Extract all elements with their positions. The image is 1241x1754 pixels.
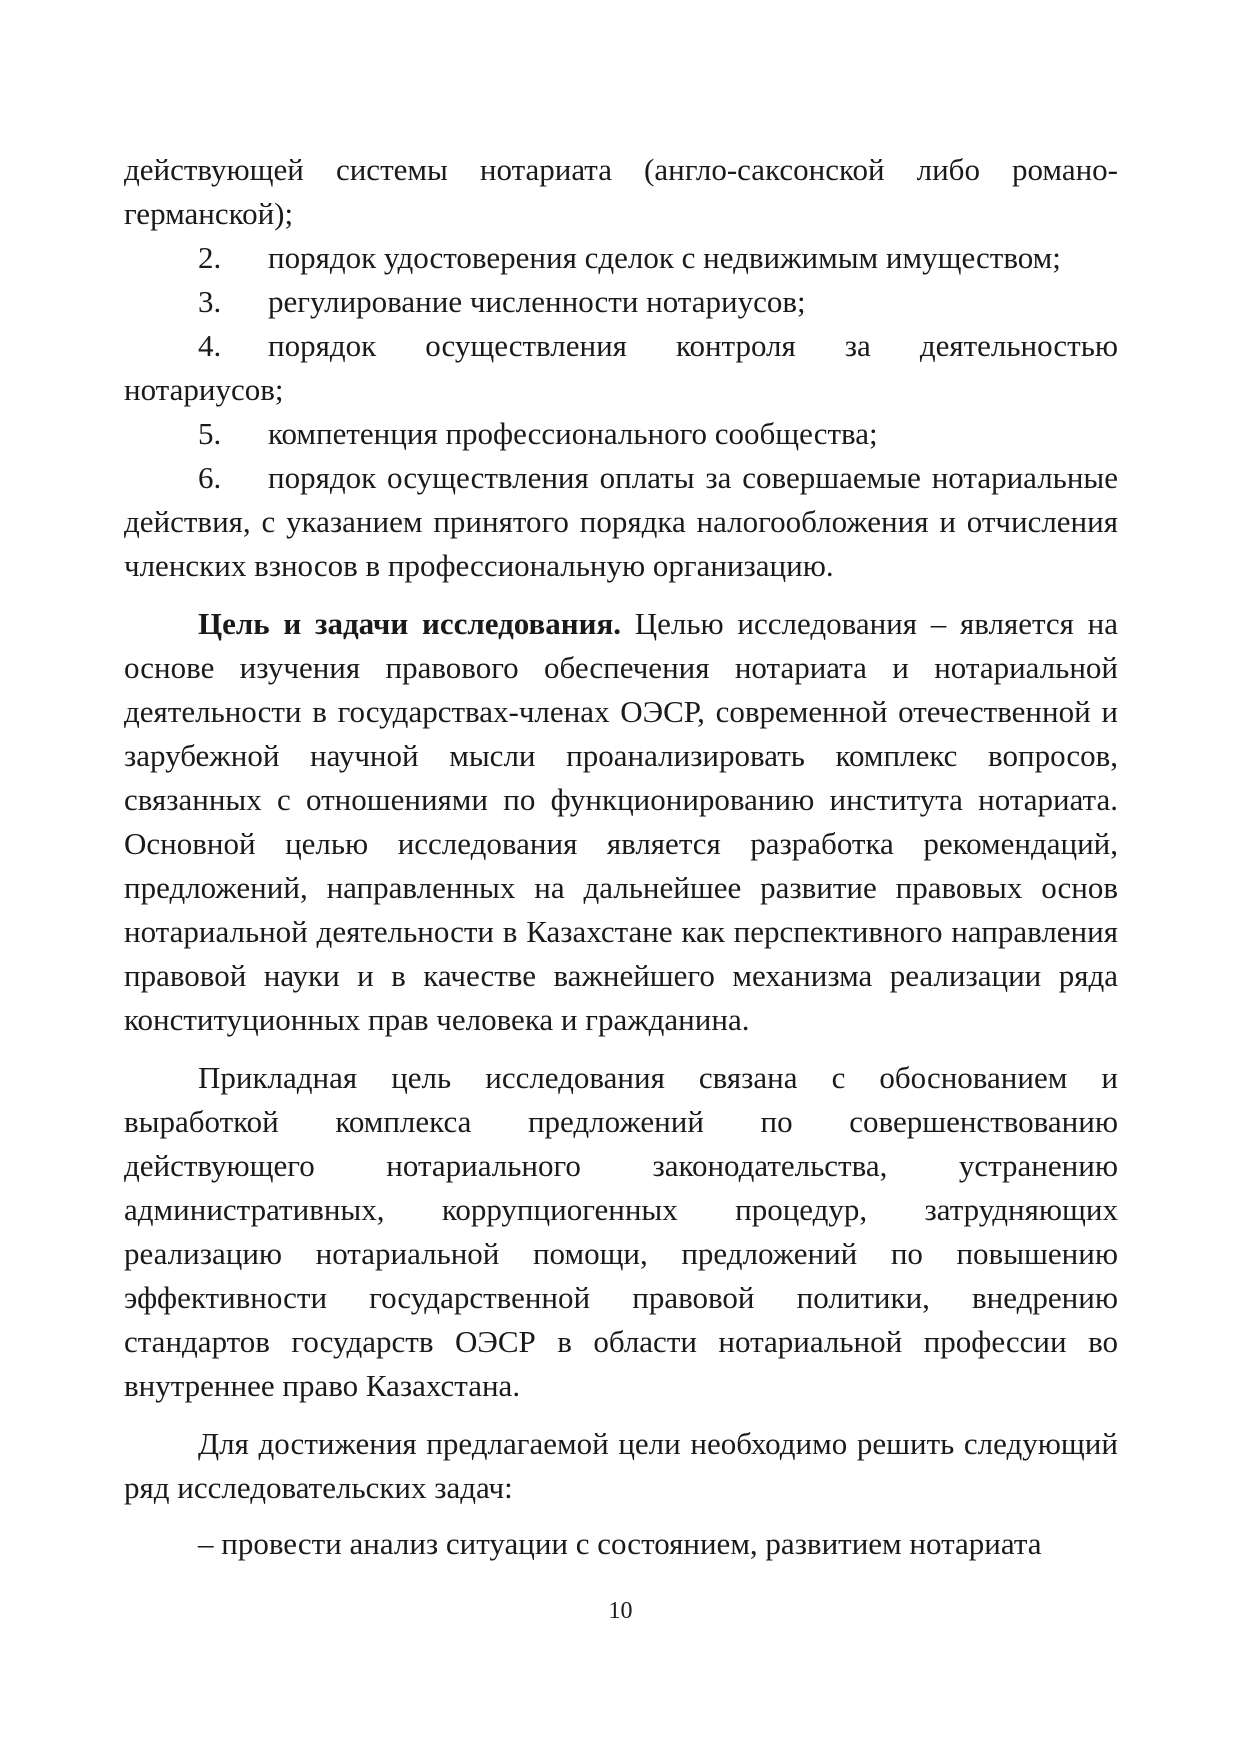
list-item-2	[124, 236, 1118, 280]
page-body	[124, 148, 1118, 1566]
list-number: 5.	[198, 416, 222, 451]
goal-heading: Цель и задачи исследования.	[198, 606, 621, 641]
list-number: 2.	[198, 240, 222, 275]
list-item-text: порядок удостоверения сделок с недвижимым имуществом;	[268, 240, 1061, 275]
goal-text: Целью исследования – является на основе изучения правового обеспечения нотариата и нотариальной деятельности в государствах-членах ОЭСР, современной отечественной и зарубежной научной мысли проанализировать комплекс вопросов, связанных с отношениями по функционированию института нотариата. Основной целью исследования является разработка рекомендаций, предложений, направленных на дальнейшее развитие правовых основ нотариальной деятельности в Казахстане как перспективного направления правовой науки и в качестве важнейшего механизма реализации ряда конституционных прав человека и гражданина.	[124, 606, 1118, 1037]
list-item-text: компетенция профессионального сообщества;	[268, 416, 878, 451]
applied-goal-paragraph: Прикладная цель исследования связана с обоснованием и выработкой комплекса предложений по совершенствованию действующего нотариального законодательства, устранению административных, коррупциогенных процедур, затрудняющих реализацию нотариальной помощи, предложений по повышению эффективности государственной правовой политики, внедрению стандартов государств ОЭСР в области нотариальной профессии во внутреннее право Казахстана.	[124, 1060, 1118, 1403]
list-item-text: регулирование численности нотариусов;	[268, 284, 806, 319]
list-number: 3.	[198, 284, 222, 319]
list-item-text: порядок осуществления оплаты за совершаемые нотариальные действия, с указанием принятого порядка налогообложения и отчисления членских взносов в профессиональную организацию.	[124, 460, 1118, 583]
list-item-6	[124, 456, 1118, 588]
list-item-text: порядок осуществления контроля за деятельностью нотариусов;	[124, 328, 1118, 407]
list-number: 6.	[198, 460, 222, 495]
task-item-1: – провести анализ ситуации с состоянием, развитием нотариата	[198, 1526, 1042, 1561]
page-number: 10	[608, 1598, 633, 1624]
list-item-5	[124, 412, 1118, 456]
goal-paragraph	[124, 602, 1118, 1042]
tasks-intro-paragraph: Для достижения предлагаемой цели необходимо решить следующий ряд исследовательских задач:	[124, 1426, 1118, 1505]
list-item-3	[124, 280, 1118, 324]
paragraph-continuation: действующей системы нотариата (англо-саксонской либо романо-германской);	[124, 152, 1118, 231]
list-number: 4.	[198, 328, 222, 363]
list-item-4	[124, 324, 1118, 412]
